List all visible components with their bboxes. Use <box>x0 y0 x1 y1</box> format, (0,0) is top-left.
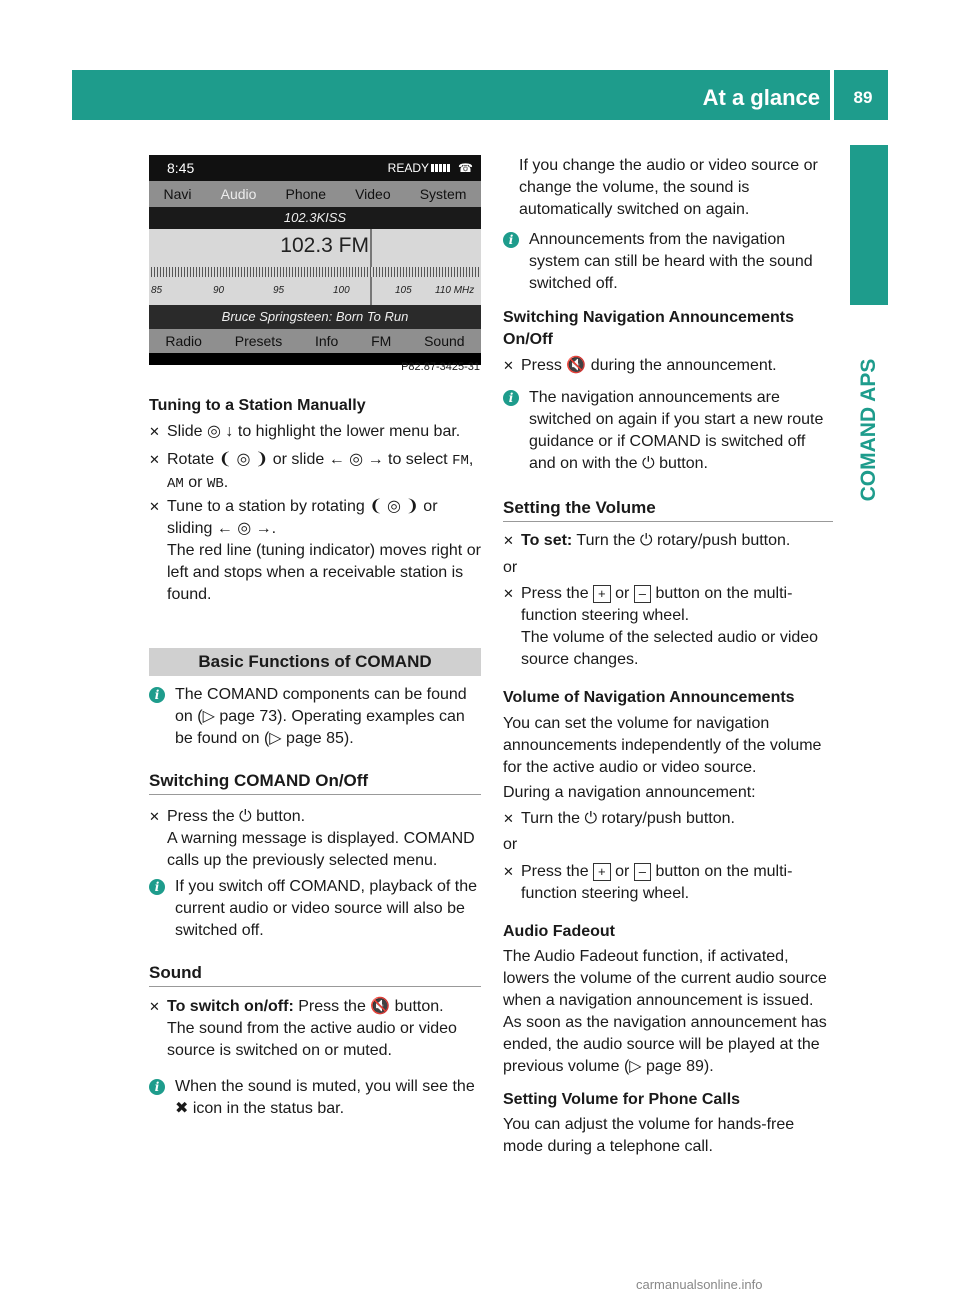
menu-presets: Presets <box>234 333 283 349</box>
menu-navi: Navi <box>163 186 192 202</box>
status-time: 8:45 <box>167 160 195 176</box>
section-heading: Switching COMAND On/Off <box>149 771 369 790</box>
step-text: Slide ◎ ↓ to highlight the lower menu bar. <box>167 423 461 440</box>
menu-audio: Audio <box>220 186 257 202</box>
frequency-display: 102.3 FM <box>280 234 369 257</box>
main-menu-bar <box>149 181 481 207</box>
menu-radio: Radio <box>165 333 202 349</box>
step: ✕ Press the + or – button on the multi-function steering wheel. <box>503 863 793 902</box>
step-arrow-icon: ✕ <box>503 586 514 601</box>
step: ✕ Press the ⏻ button. A warning message is displayed. COMAND calls up the previously selected menu. <box>149 808 475 869</box>
page-title: At a glance <box>702 85 820 110</box>
info-note: i When the sound is muted, you will see the ✖ icon in the status bar. <box>149 1076 481 1120</box>
radio-screen <box>149 155 481 365</box>
paragraph: During a navigation announcement: <box>503 784 756 801</box>
minus-button-icon: – <box>634 863 651 881</box>
scale-label: 95 <box>273 285 285 296</box>
info-note: i If you switch off COMAND, playback of the current audio or video source will also be switched off. <box>149 876 481 942</box>
section-tab <box>850 145 888 305</box>
tuning-heading: Tuning to a Station Manually <box>149 397 366 414</box>
scale-label: 100 <box>333 285 350 296</box>
info-note: i Announcements from the navigation system can still be heard with the sound switched off. <box>503 229 833 295</box>
plus-button-icon: + <box>593 585 611 603</box>
step <box>149 421 481 443</box>
step: ✕ To switch on/off: Press the 🔇 button. The sound from the active audio or video source is switched on or muted. <box>149 998 457 1059</box>
menu-info: Info <box>314 333 339 349</box>
minus-button-icon: – <box>634 585 651 603</box>
plus-button-icon: + <box>593 863 611 881</box>
subheading: Setting Volume for Phone Calls <box>503 1091 741 1108</box>
info-icon: i <box>149 687 165 703</box>
lower-menu-bar <box>149 329 481 353</box>
divider <box>149 794 481 795</box>
info-icon: i <box>503 390 519 406</box>
step: ✕ Press 🔇 during the announcement. <box>503 355 833 377</box>
step: ✕ To set: Turn the ⏻ rotary/push button. <box>503 530 833 552</box>
signal-strength-icon <box>431 164 451 172</box>
divider <box>149 986 481 987</box>
step-arrow-icon: ✕ <box>503 864 514 879</box>
step-arrow-icon: ✕ <box>503 358 514 373</box>
phone-icon: ☎ <box>458 161 473 175</box>
info-icon: i <box>149 1079 165 1095</box>
menu-phone: Phone <box>285 186 326 202</box>
scale-ticks <box>151 267 479 277</box>
section-label: COMAND APS <box>857 358 880 502</box>
paragraph: You can adjust the volume for hands-free mode during a telephone call. <box>503 1116 795 1155</box>
subheading: Volume of Navigation Announcements <box>503 689 795 706</box>
menu-system: System <box>419 186 467 202</box>
step-arrow-icon: ✕ <box>149 809 160 824</box>
info-note: i The navigation announcements are switched on again if you start a new route guidance or if COMAND is switched off and on with the ⏻ button. <box>503 387 833 475</box>
step: ✕ Press the + or – button on the multi-function steering wheel. The volume of the selected audio or video source changes. <box>503 585 819 668</box>
status-bar <box>149 155 481 181</box>
section-heading: Setting the Volume <box>503 498 656 517</box>
section-band: Basic Functions of COMAND <box>149 648 481 676</box>
info-note: i The COMAND components can be found on (▷ page 73). Operating examples can be found on (▷ page 85). <box>149 684 481 750</box>
figure-code: P82.87-3425-31 <box>401 361 480 373</box>
step-arrow-icon: ✕ <box>149 999 160 1014</box>
step-arrow-icon: ✕ <box>149 424 160 439</box>
now-playing: Bruce Springsteen: Born To Run <box>149 305 481 329</box>
scale-label: 105 <box>395 285 412 296</box>
scale-label: 90 <box>213 285 225 296</box>
info-icon: i <box>149 879 165 895</box>
page-number: 89 <box>853 88 873 107</box>
step-arrow-icon: ✕ <box>149 452 160 467</box>
frequency-scale <box>149 229 481 305</box>
section-heading: Sound <box>149 963 202 982</box>
menu-fm: FM <box>371 333 392 349</box>
paragraph: The Audio Fadeout function, if activated, lowers the volume of the current audio source when a navigation announcement is issued. As soon as the navigation announcement has ended, the audio source will be played at the previous volume (▷ page 89). <box>503 948 827 1075</box>
paragraph: You can set the volume for navigation announcements independently of the volume for the active audio or video source. <box>503 715 822 776</box>
menu-video: Video <box>355 186 391 202</box>
subheading: Audio Fadeout <box>503 923 615 940</box>
info-icon: i <box>503 232 519 248</box>
watermark: carmanualsonline.info <box>636 1277 763 1292</box>
scale-label: 110 MHz <box>435 285 475 296</box>
step: ✕ Rotate ❨ ◎ ❩ or slide ← ◎ → to select FM, AM or WB. <box>149 451 474 492</box>
divider <box>503 521 833 522</box>
status-ready: READY <box>387 161 429 175</box>
scale-label: 85 <box>151 285 163 296</box>
step-arrow-icon: ✕ <box>149 499 160 514</box>
station-name: 102.3KISS <box>149 207 481 229</box>
step-arrow-icon: ✕ <box>503 533 514 548</box>
or-text: or <box>503 836 518 853</box>
header-divider <box>830 70 834 120</box>
or-text: or <box>503 559 518 576</box>
subheading: Switching Navigation Announcements On/Off <box>503 309 794 348</box>
step: ✕ Tune to a station by rotating ❨ ◎ ❩ or sliding ← ◎ →. The red line (tuning indicator) moves right or left and stops when a receivable station is found. <box>149 498 481 603</box>
menu-sound: Sound <box>424 333 465 349</box>
paragraph: If you change the audio or video source or change the volume, the sound is automatically switched on again. <box>519 157 818 218</box>
step: ✕ Turn the ⏻ rotary/push button. <box>503 808 833 830</box>
step-arrow-icon: ✕ <box>503 811 514 826</box>
